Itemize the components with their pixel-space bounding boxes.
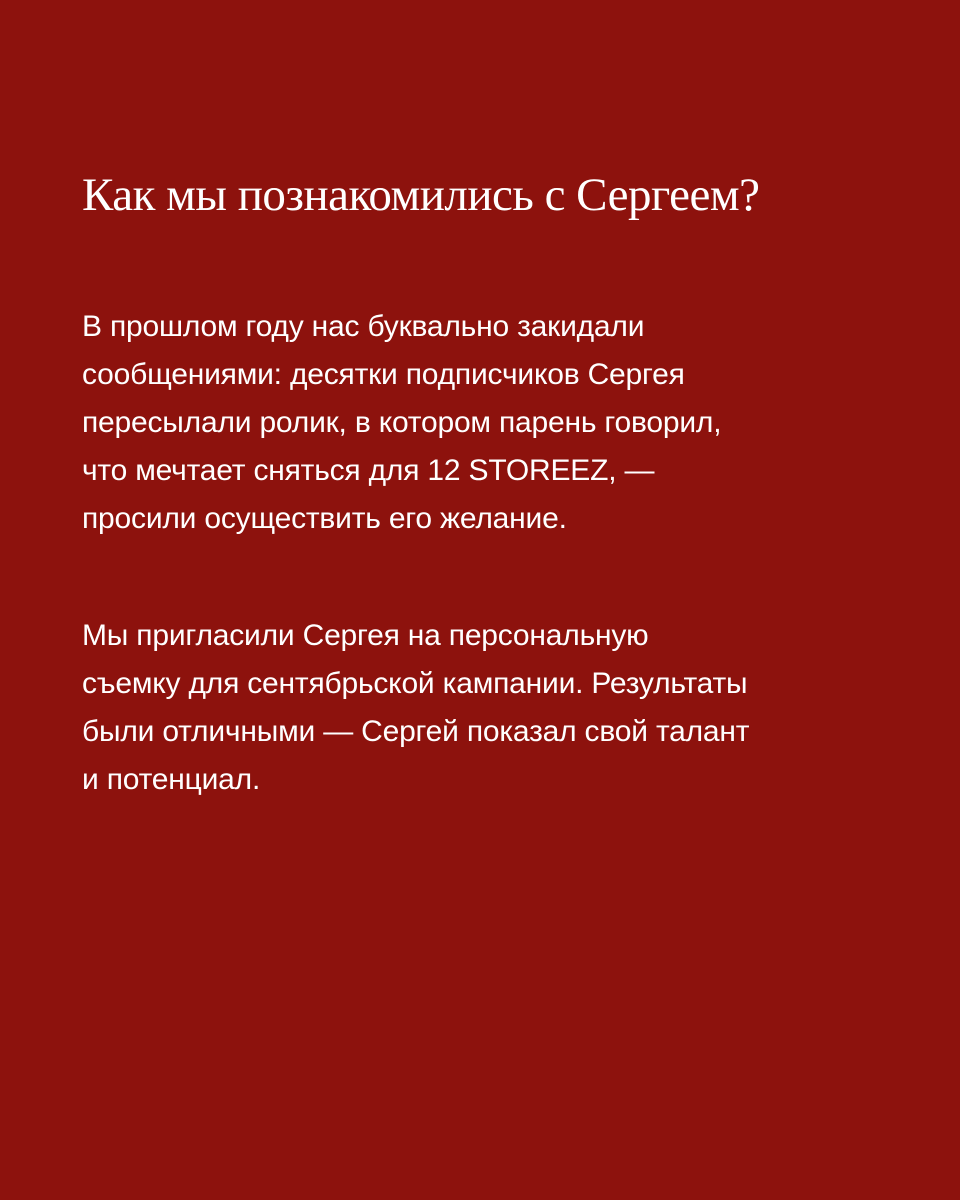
paragraph-line: В прошлом году нас буквально закидали (82, 310, 645, 343)
paragraph-second (82, 612, 902, 804)
paragraph-line: были отличными — Сергей показал свой талант (82, 715, 750, 748)
paragraph-line: пересылали ролик, в котором парень говорил, (82, 406, 722, 439)
paragraph-line: просили осуществить его желание. (82, 502, 567, 535)
card-heading: Как мы познакомились с Сергеем? (82, 169, 760, 221)
paragraph-line: сообщениями: десятки подписчиков Сергея (82, 358, 685, 391)
paragraph-line: Мы пригласили Сергея на персональную (82, 619, 649, 652)
paragraph-line: что мечтает сняться для 12 STOREEZ, — (82, 454, 655, 487)
paragraph-line: и потенциал. (82, 763, 261, 796)
paragraph-first (82, 303, 902, 543)
paragraph-line: съемку для сентябрьской кампании. Результаты (82, 667, 748, 700)
